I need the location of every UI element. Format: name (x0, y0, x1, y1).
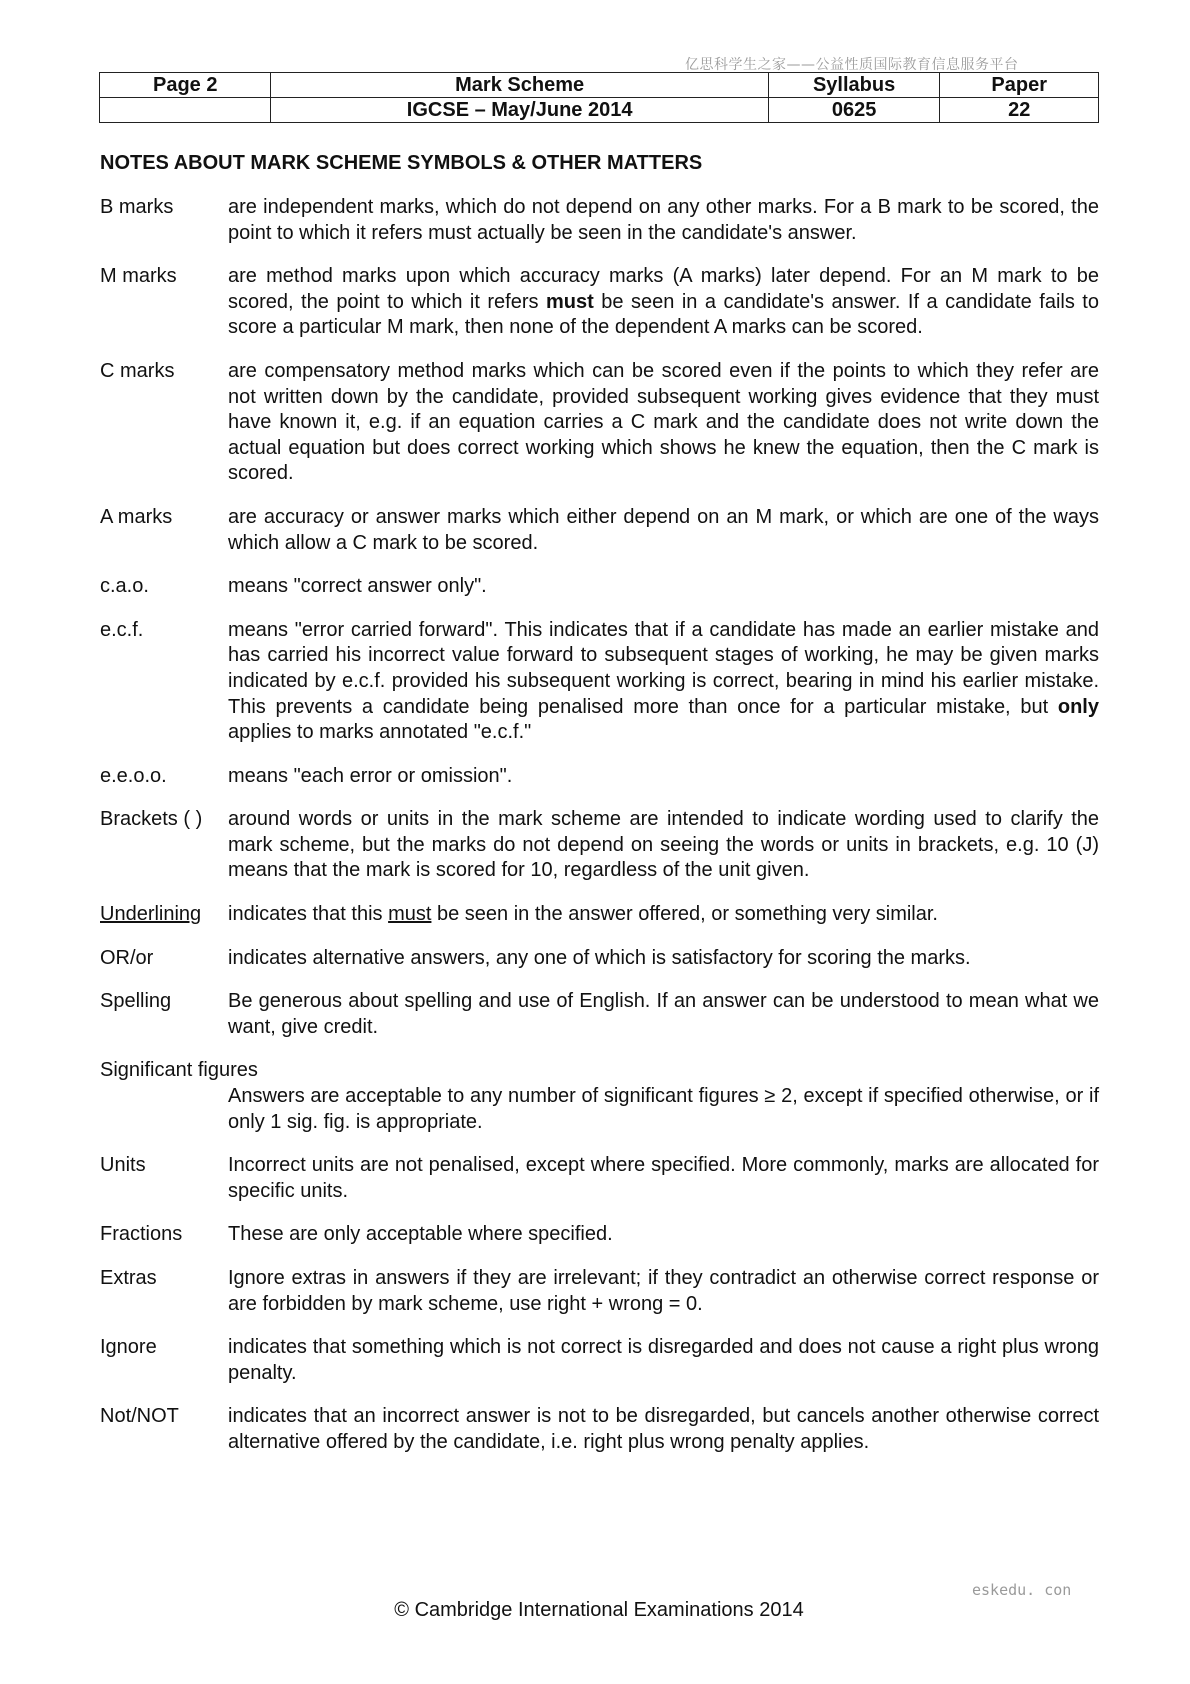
note-extras (100, 1266, 1099, 1317)
note-description: means "correct answer only". (228, 575, 487, 598)
note-term: Fractions (100, 1223, 183, 1246)
note-description: indicates that an incorrect answer is not to be disregarded, but cancels another otherwise correct alternative offered by the candidate, i.e. right plus wrong penalty applies. (228, 1405, 1099, 1453)
notes-list (100, 195, 1099, 1474)
note-term: Spelling (100, 990, 172, 1013)
note-description (228, 264, 1099, 341)
note-description: around words or units in the mark scheme are intended to indicate wording used to clarify the mark scheme, but the marks do not depend on seeing the words or units in brackets, e.g. 10 (J) means that the mark is scored for 10, regardless of the unit given. (228, 808, 1099, 882)
note-term: Brackets ( ) (100, 808, 203, 831)
note-text: means "error carried forward". This indicates that if a candidate has made an earlier mistake and has carried his incorrect value forward to subsequent stages of working, he may be given marks indicated by e.c.f. provided his subsequent working is correct, bearing in mind his earlier mistake. This prevents a candidate being penalised more than once for a particular mistake, but (228, 618, 1099, 718)
note-description: Incorrect units are not penalised, except where specified. More commonly, marks are allocated for specific units. (228, 1154, 1099, 1202)
header-table (99, 72, 1099, 123)
note-significant-figures (100, 1058, 1099, 1135)
note-text: applies to marks annotated "e.c.f." (228, 721, 532, 744)
note-description: indicates that something which is not correct is disregarded and does not cause a right plus wrong penalty. (228, 1336, 1099, 1384)
note-text: be seen in a candidate's answer. If a candidate fails to score a particular M mark, then none of the dependent A marks can be scored. (228, 290, 1099, 339)
exam-session: IGCSE – May/June 2014 (271, 98, 768, 123)
note-term: e.e.o.o. (100, 764, 167, 787)
note-emphasis: only (1057, 695, 1099, 718)
paper-number: 22 (940, 98, 1099, 123)
note-term: Not/NOT (100, 1405, 179, 1428)
note-term: Ignore (100, 1336, 157, 1359)
note-cao (100, 574, 1099, 600)
note-ignore (100, 1335, 1099, 1386)
syllabus-label: Syllabus (768, 73, 940, 98)
note-spelling (100, 989, 1099, 1040)
note-b-marks (100, 195, 1099, 246)
note-emphasis: must (546, 290, 594, 313)
note-description (228, 902, 1099, 928)
header-row (100, 98, 1099, 123)
section-heading: NOTES ABOUT MARK SCHEME SYMBOLS & OTHER MATTERS (100, 152, 703, 174)
note-description: are compensatory method marks which can be scored even if the points to which they refer are not written down by the candidate, provided subsequent working gives evidence that they must have known it, e.g. if an equation carries a C mark and the candidate does not write down the actual equation but does correct working which shows he knew the equation, then the C mark is scored. (228, 359, 1099, 485)
note-term: Units (100, 1154, 146, 1177)
note-term: Extras (100, 1267, 157, 1289)
note-term: Significant figures (100, 1059, 258, 1082)
watermark-bottom: eskedu. con (972, 1581, 1072, 1599)
copyright-footer: © Cambridge International Examinations 2014 (394, 1599, 804, 1621)
note-text: indicates that this (228, 903, 389, 926)
note-a-marks (100, 505, 1099, 556)
note-description: indicates alternative answers, any one of which is satisfactory for scoring the marks. (228, 946, 971, 969)
note-term: Underlining (100, 903, 202, 926)
note-description: Answers are acceptable to any number of significant figures ≥ 2, except if specified otherwise, or if only 1 sig. fig. is appropriate. (228, 1085, 1099, 1133)
page-number: Page 2 (100, 73, 271, 98)
document-title: Mark Scheme (271, 73, 768, 98)
paper-label: Paper (940, 73, 1099, 98)
note-text: be seen in the answer offered, or something very similar. (431, 903, 938, 926)
note-description: means "each error or omission". (228, 764, 513, 787)
empty-cell (100, 98, 271, 123)
note-description: Be generous about spelling and use of English. If an answer can be understood to mean what we want, give credit. (228, 990, 1099, 1038)
syllabus-code: 0625 (768, 98, 940, 123)
header-row (100, 73, 1099, 98)
note-term: M marks (100, 265, 177, 288)
note-term: c.a.o. (100, 575, 149, 598)
note-term: B marks (100, 196, 174, 218)
note-term: C marks (100, 359, 175, 382)
note-m-marks (100, 264, 1099, 341)
note-text: are method marks upon which accuracy marks (A marks) later depend. For an M mark to be scored, the point to which it refers (228, 265, 1099, 313)
note-or (100, 946, 1099, 972)
watermark-top: 亿思科学生之家——公益性质国际教育信息服务平台 (685, 57, 1019, 73)
note-description: Ignore extras in answers if they are irrelevant; if they contradict an otherwise correct response or are forbidden by mark scheme, use right + wrong = 0. (228, 1267, 1099, 1315)
note-term: OR/or (100, 946, 154, 969)
note-description (228, 618, 1099, 746)
note-term: A marks (100, 505, 173, 528)
note-fractions (100, 1222, 1099, 1248)
note-description: are accuracy or answer marks which either depend on an M mark, or which are one of the ways which allow a C mark to be scored. (228, 505, 1099, 554)
note-not (100, 1404, 1099, 1455)
note-description: These are only acceptable where specified. (228, 1223, 613, 1246)
note-underlined: must (388, 903, 432, 926)
note-underlining (100, 902, 1099, 928)
note-description: are independent marks, which do not depend on any other marks. For a B mark to be scored, the point to which it refers must actually be seen in the candidate's answer. (228, 196, 1099, 244)
note-c-marks (100, 359, 1099, 487)
note-units (100, 1153, 1099, 1204)
note-brackets (100, 807, 1099, 884)
note-ecf (100, 618, 1099, 746)
note-eeoo (100, 764, 1099, 790)
note-term: e.c.f. (100, 618, 144, 641)
